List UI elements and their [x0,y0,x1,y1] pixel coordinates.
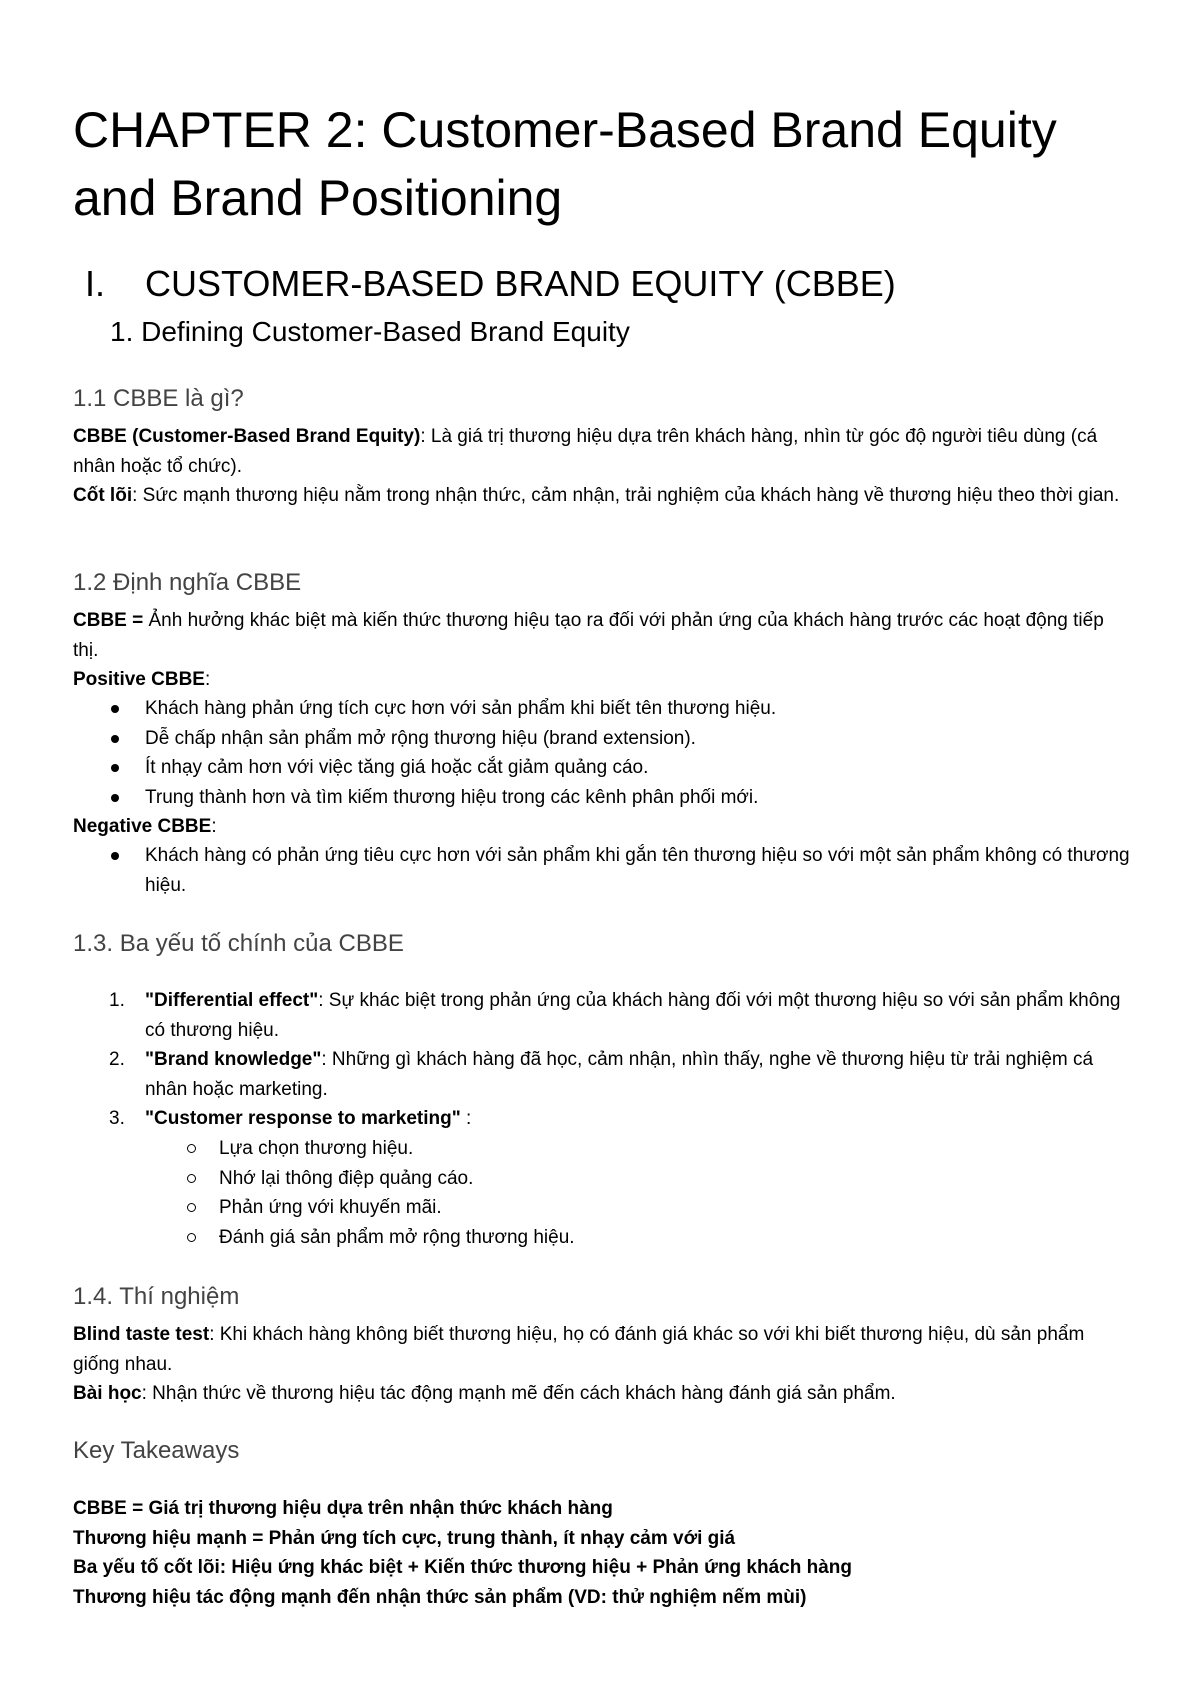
positive-label-text: Positive CBBE [73,669,205,690]
paragraph-cbbe-formula [73,606,1133,665]
list-item [73,783,1133,813]
heading-1-4: 1.4. Thí nghiệm [73,1283,240,1310]
bullet-icon [111,794,119,802]
text-lesson: : Nhận thức về thương hiệu tác động mạnh mẽ đến cách khách hàng đánh giá sản phẩm. [141,1383,896,1404]
list-item-text: Khách hàng có phản ứng tiêu cực hơn với sản phẩm khi gắn tên thương hiệu so với một sản phẩm không có thương hiệu. [145,845,1130,896]
list-item-text: Khách hàng phản ứng tích cực hơn với sản phẩm khi biết tên thương hiệu. [145,698,777,719]
bullet-icon [111,852,119,860]
takeaway-line: Thương hiệu tác động mạnh đến nhận thức sản phẩm (VD: thử nghiệm nếm mùi) [73,1586,807,1608]
bullet-icon [111,735,119,743]
term-cbbe: CBBE (Customer-Based Brand Equity) [73,426,421,447]
list-item [73,694,1133,724]
section-heading [85,262,1145,306]
text-cbbe-formula: Ảnh hưởng khác biệt mà kiến thức thương hiệu tạo ra đối với phản ứng của khách hàng trước các hoạt động tiếp thị. [73,610,1104,661]
chapter-title: CHAPTER 2: Customer-Based Brand Equity and Brand Positioning [73,102,1057,226]
list-item [73,1193,1133,1223]
section-title: CUSTOMER-BASED BRAND EQUITY (CBBE) [145,263,896,304]
takeaway-line: Ba yếu tố cốt lõi: Hiệu ứng khác biệt + Kiến thức thương hiệu + Phản ứng khách hàng [73,1557,853,1578]
circle-bullet-icon [187,1233,196,1242]
term-blind-test: Blind taste test [73,1324,210,1345]
negative-label-text: Negative CBBE [73,816,212,837]
positive-cbbe-label: Positive CBBE: [73,669,211,690]
list-item-text: Lựa chọn thương hiệu. [219,1138,414,1159]
list-number: 2. [109,1049,125,1070]
list-item [73,1164,1133,1194]
list-item-text: Ít nhạy cảm hơn với việc tăng giá hoặc cắt giảm quảng cáo. [145,757,649,778]
text-cbbe: : Là giá trị thương hiệu dựa trên khách hàng, nhìn từ góc độ người tiêu dùng (cá nhân hoặc tổ chức). [73,426,1098,477]
bullet-icon [111,705,119,713]
text-blind-test: : Khi khách hàng không biết thương hiệu, họ có đánh giá khác so với khi biết thương hiệu, dù sản phẩm giống nhau. [73,1324,1085,1375]
takeaway-line: Thương hiệu mạnh = Phản ứng tích cực, trung thành, ít nhạy cảm với giá [73,1527,736,1549]
heading-1-3: 1.3. Ba yếu tố chính của CBBE [73,930,404,957]
positive-cbbe-list [73,694,1133,812]
list-item [73,986,1133,1045]
heading-1-1: 1.1 CBBE là gì? [73,385,244,412]
list-item-text: Phản ứng với khuyến mãi. [219,1197,442,1218]
list-number: 1. [109,990,125,1011]
list-item [73,753,1133,783]
factor-term: "Differential effect" [145,990,319,1011]
customer-response-sublist [73,1134,1133,1252]
factor-text: : [460,1108,472,1129]
term-cbbe-equals: CBBE = [73,610,144,631]
circle-bullet-icon [187,1203,196,1212]
paragraph-cbbe-definition [73,422,1133,481]
factor-term: "Customer response to marketing" [145,1108,461,1129]
bullet-icon [111,764,119,772]
negative-cbbe-label: Negative CBBE: [73,816,217,837]
circle-bullet-icon [187,1144,196,1153]
paragraph-blind-test [73,1320,1133,1379]
negative-cbbe-list [73,841,1133,900]
factor-text: : Những gì khách hàng đã học, cảm nhận, nhìn thấy, nghe về thương hiệu từ trải nghiệm cá nhân hoặc marketing. [145,1049,1094,1100]
list-item-text: Nhớ lại thông điệp quảng cáo. [219,1167,474,1189]
list-item [73,1045,1133,1104]
list-item-text: Dễ chấp nhận sản phẩm mở rộng thương hiệu (brand extension). [145,727,696,749]
list-item-text: Trung thành hơn và tìm kiếm thương hiệu trong các kênh phân phối mới. [145,786,759,808]
heading-1-2: 1.2 Định nghĩa CBBE [73,569,302,596]
subsection-heading: 1. Defining Customer-Based Brand Equity [110,316,630,347]
list-item [73,1223,1133,1253]
circle-bullet-icon [187,1174,196,1183]
list-number: 3. [109,1108,125,1129]
paragraph-lesson [73,1379,1133,1409]
key-takeaways-heading: Key Takeaways [73,1437,240,1464]
list-item [73,841,1133,900]
cbbe-factors-list [73,986,1133,1134]
text-core: : Sức mạnh thương hiệu nằm trong nhận thức, cảm nhận, trải nghiệm của khách hàng về thương hiệu theo thời gian. [132,485,1120,506]
factor-text: : Sự khác biệt trong phản ứng của khách hàng đối với một thương hiệu so với sản phẩm không có thương hiệu. [145,990,1121,1041]
list-item [73,1104,1133,1134]
section-numeral: I. [85,263,106,304]
list-item [73,1134,1133,1164]
list-item [73,724,1133,754]
factor-term: "Brand knowledge" [145,1049,322,1070]
term-lesson: Bài học [73,1383,142,1404]
list-item-text: Đánh giá sản phẩm mở rộng thương hiệu. [219,1226,575,1248]
key-takeaways-body [73,1494,1133,1612]
paragraph-core [73,481,1133,511]
term-core: Cốt lõi [73,485,133,506]
takeaway-line: CBBE = Giá trị thương hiệu dựa trên nhận thức khách hàng [73,1498,613,1519]
